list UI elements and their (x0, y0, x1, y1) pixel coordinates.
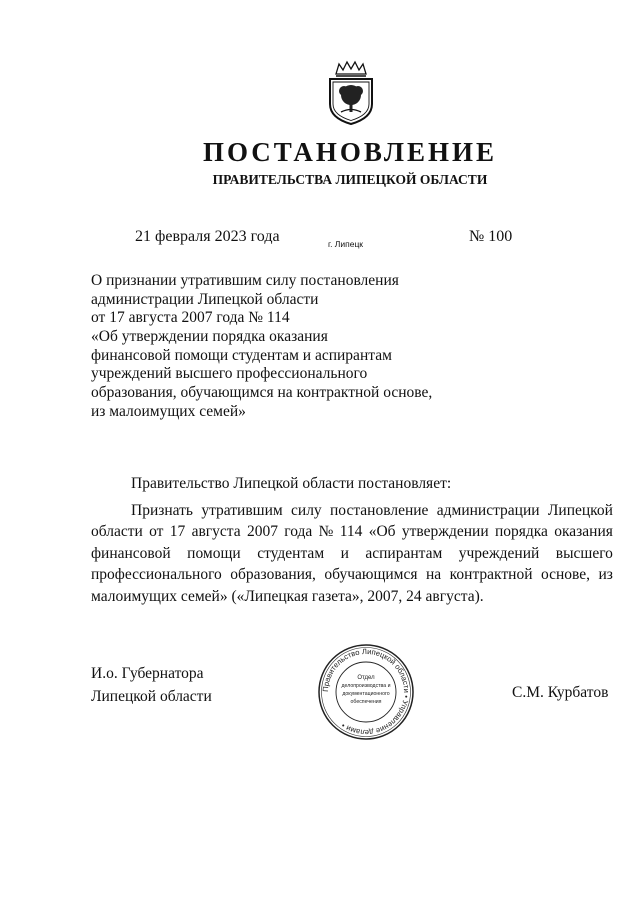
body-word: оказания (554, 523, 613, 541)
signatory-position (91, 662, 212, 708)
heading-line: учреждений высшего профессионального (91, 365, 368, 383)
body-line-1 (91, 500, 613, 521)
body-word: аспирантам (365, 544, 443, 562)
body-word: года (284, 523, 313, 541)
body-word: утратившим (201, 502, 283, 519)
document-heading (91, 272, 491, 422)
official-stamp (316, 642, 416, 742)
body-word: основе, (540, 566, 591, 584)
body-word: профессионального (91, 566, 222, 584)
heading-line: О признании утратившим силу постановления (91, 272, 399, 289)
body-word: на (426, 566, 442, 584)
signatory-position-line: И.о. Губернатора (91, 665, 204, 682)
body-word: силу (291, 502, 322, 519)
body-word: 2007 (246, 523, 278, 541)
body-word: контрактной (449, 566, 533, 584)
decree-body (91, 500, 613, 607)
body-word: из (598, 566, 613, 584)
body-word: финансовой (91, 544, 171, 562)
body-word: августа (191, 523, 241, 541)
body-line-5: малоимущих семей» («Липецкая газета», 2007, 24 августа). (91, 587, 484, 605)
body-word: высшего (555, 544, 613, 562)
document-subtitle: ПРАВИТЕЛЬСТВА ЛИПЕЦКОЙ ОБЛАСТИ (212, 172, 488, 187)
stamp-center-line: обеспечения (350, 699, 382, 705)
heading-line: от 17 августа 2007 года № 114 (91, 309, 290, 327)
heading-line: из малоимущих семей» (91, 402, 246, 420)
body-word: постановление (330, 502, 429, 519)
body-word: администрации (436, 502, 540, 519)
body-word: студентам (257, 544, 325, 562)
body-line-3 (91, 543, 613, 564)
signatory-name: С.М. Курбатов (512, 684, 609, 701)
signatory-position-line: Липецкой области (91, 688, 212, 705)
document-date: 21 февраля 2023 года (135, 228, 280, 245)
body-word: Липецкой (547, 502, 613, 519)
body-word: утверждении (401, 523, 489, 541)
document-city: г. Липецк (328, 239, 364, 249)
heading-line: образования, обучающимся на контрактной основе, (91, 384, 433, 402)
stamp-center-line: делопроизводства и (341, 683, 391, 689)
body-word: № (318, 523, 334, 541)
stamp-center-line: Отдел (357, 675, 375, 681)
body-word: «Об (368, 523, 396, 541)
decree-intro: Правительство Липецкой области постановляет: (131, 475, 452, 492)
body-word: Признать (131, 502, 193, 519)
heading-line: «Об утверждении порядка оказания (91, 328, 328, 346)
body-word: порядка (494, 523, 548, 541)
stamp-ring-text: Правительство Липецкой области • Управление делами • (320, 646, 412, 738)
body-word: от (149, 523, 164, 541)
heading-line: финансовой помощи студентам и аспирантам (91, 346, 392, 364)
body-word: учреждений (458, 544, 540, 562)
body-word: области (91, 523, 143, 541)
body-word: образования, (230, 566, 316, 584)
body-word: и (340, 544, 349, 562)
coat-of-arms-icon (326, 60, 376, 126)
document-number: № 100 (469, 228, 513, 245)
document-title: ПОСТАНОВЛЕНИЕ (202, 137, 498, 167)
body-word: 114 (339, 523, 363, 541)
stamp-center-line: документационного (342, 691, 390, 697)
body-line-4 (91, 564, 613, 585)
heading-line: администрации Липецкой области (91, 290, 319, 308)
body-word: обучающимся (324, 566, 418, 584)
body-word: 17 (169, 523, 186, 541)
body-word: помощи (187, 544, 241, 562)
body-line-2 (91, 521, 613, 542)
